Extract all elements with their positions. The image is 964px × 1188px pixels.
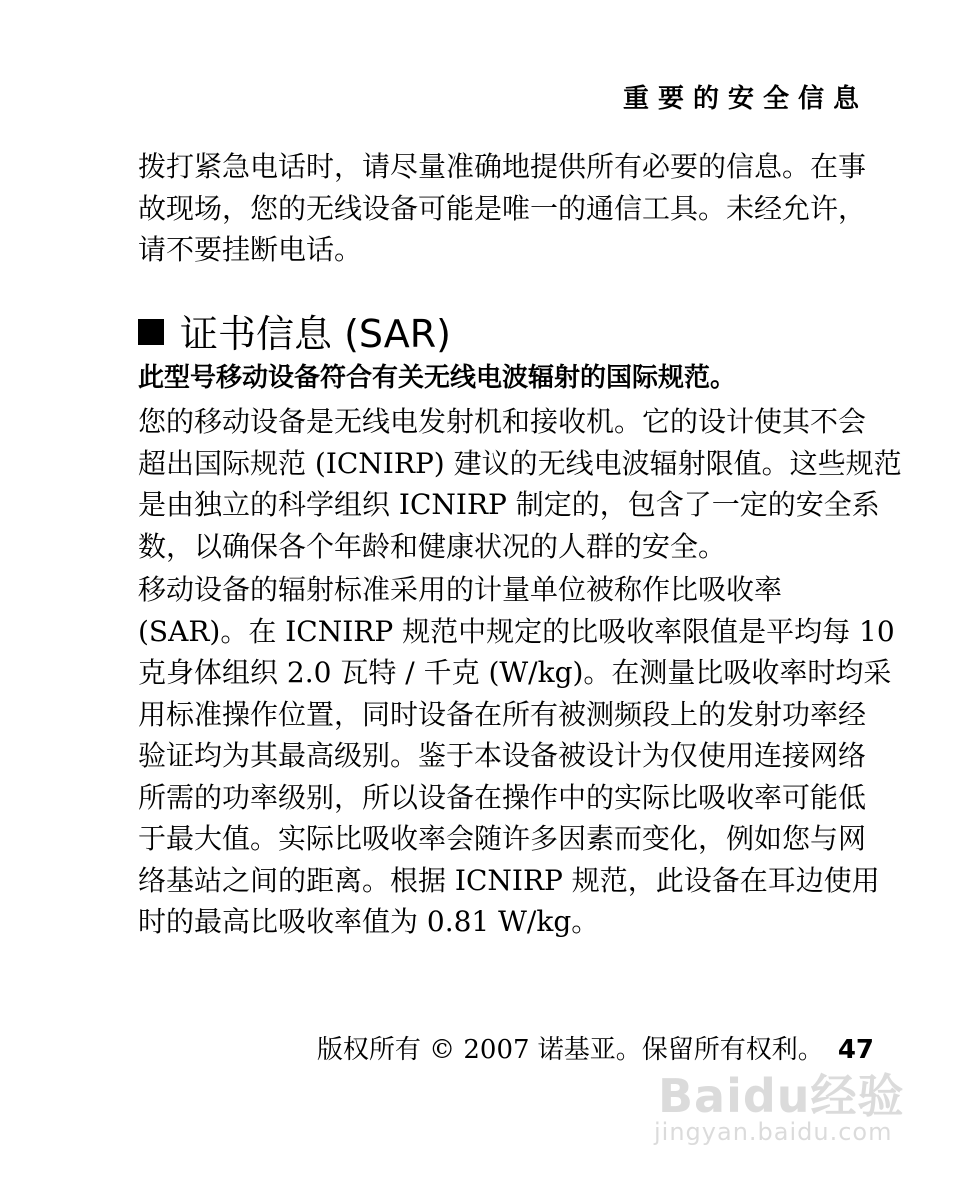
text-line: 数，以确保各个年龄和健康状况的人群的安全。 <box>138 529 727 563</box>
text-line: 于最大值。实际比吸收率会随许多因素而变化，例如您与网 <box>138 822 867 855</box>
text-line: 是由独立的科学组织 ICNIRP 制定的，包含了一定的安全系 <box>138 488 880 521</box>
text-line: 验证均为其最高级别。鉴于本设备被设计为仅使用连接网络 <box>138 739 867 772</box>
text-line: 络基站之间的距离。根据 ICNIRP 规范，此设备在耳边使用 <box>138 863 880 897</box>
intro-paragraph <box>138 146 878 271</box>
text-line: 移动设备的辐射标准采用的计量单位被称作比吸收率 <box>138 573 783 606</box>
section-title-text: 证书信息 (SAR) <box>180 312 451 356</box>
text-line: 克身体组织 2.0 瓦特 / 千克 (W/kg)。在测量比吸收率时均采 <box>138 656 892 689</box>
baidu-watermark <box>654 1052 904 1162</box>
watermark-url: jingyan.baidu.com <box>654 1118 893 1146</box>
text-line: 用标准操作位置，同时设备在所有被测频段上的发射功率经 <box>138 697 867 731</box>
text-line: 拨打紧急电话时，请尽量准确地提供所有必要的信息。在事 <box>138 150 867 183</box>
text-line: 您的移动设备是无线电发射机和接收机。它的设计使其不会 <box>138 405 867 438</box>
text-line: 所需的功率级别，所以设备在操作中的实际比吸收率可能低 <box>138 780 867 814</box>
text-line: 故现场，您的无线设备可能是唯一的通信工具。未经允许， <box>138 191 867 225</box>
text-line: 超出国际规范 (ICNIRP) 建议的无线电波辐射限值。这些规范 <box>138 446 902 480</box>
text-line: 时的最高比吸收率值为 0.81 W/kg。 <box>138 905 600 938</box>
text-line: (SAR)。在 ICNIRP 规范中规定的比吸收率限值是平均每 10 <box>138 614 895 648</box>
section-heading <box>138 308 451 360</box>
sar-paragraph-2 <box>138 569 895 943</box>
text-line: 请不要挂断电话。 <box>138 233 363 266</box>
square-bullet-icon <box>138 319 164 345</box>
sar-paragraph-1 <box>138 401 902 567</box>
running-header: 重要的安全信息 <box>622 84 868 114</box>
watermark-brand: Baidu经验 <box>658 1069 905 1123</box>
section-subtitle: 此型号移动设备符合有关无线电波辐射的国际规范。 <box>138 363 737 393</box>
page-number: 47 <box>837 1035 874 1065</box>
copyright-notice: 版权所有 © 2007 诺基亚。保留所有权利。 <box>316 1035 824 1065</box>
